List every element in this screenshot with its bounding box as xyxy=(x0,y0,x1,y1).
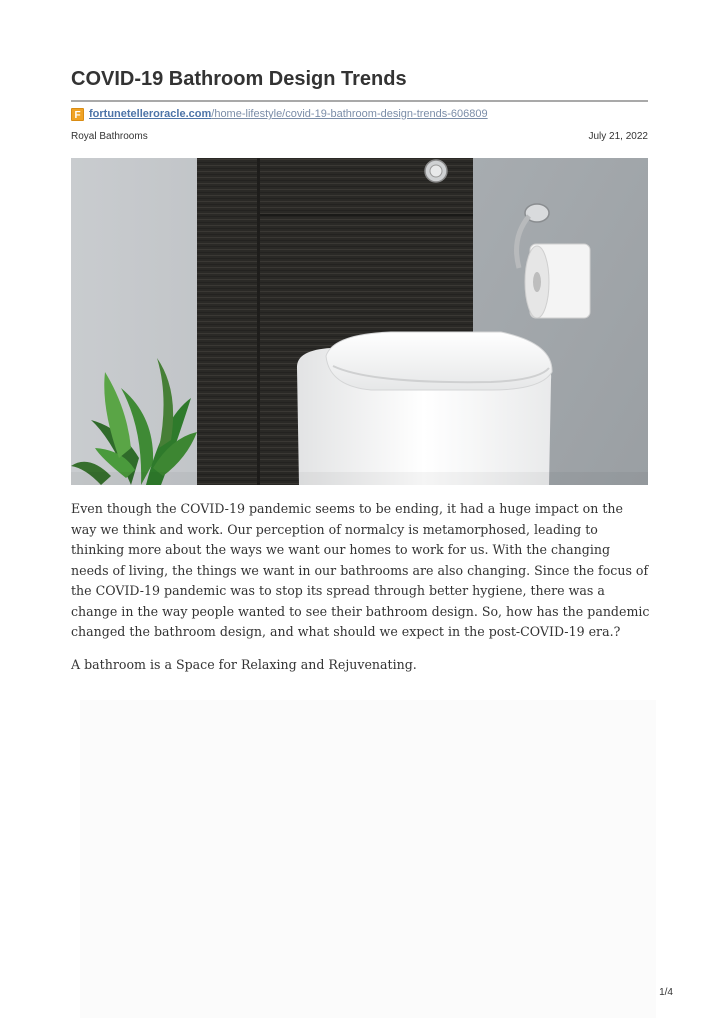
article-body xyxy=(71,499,651,675)
article-paragraph: Even though the COVID-19 pandemic seems to be ending, it had a huge impact on the way we think and work. Our perception of normalcy is metamorphosed, leading to thinking more about the ways we want our homes to work for us. With the changing needs of living, the things we want in our bathrooms are also changing. Since the focus of the COVID-19 pandemic was to stop its spread through better hygiene, there was a change in the way people wanted to see their bathroom design. So, how has the pandemic changed the bathroom design, and what should we expect in the post-COVID-19 era.? xyxy=(71,501,650,639)
article-title: COVID-19 Bathroom Design Trends xyxy=(71,68,407,90)
article-author: Royal Bathrooms xyxy=(71,131,148,142)
article-date: July 21, 2022 xyxy=(588,131,648,142)
title-divider xyxy=(71,100,648,102)
source-domain-link[interactable]: fortunetelleroracle.com xyxy=(89,108,212,120)
page-number: 1/4 xyxy=(659,987,673,998)
source-link[interactable] xyxy=(71,106,488,122)
page-background-panel xyxy=(80,700,656,1018)
source-path-link[interactable]: /home-lifestyle/covid-19-bathroom-design-trends-606809 xyxy=(211,108,488,120)
site-favicon-icon: F xyxy=(71,108,84,121)
article-paragraph: A bathroom is a Space for Relaxing and Rejuvenating. xyxy=(71,656,417,672)
hero-image xyxy=(71,158,648,485)
